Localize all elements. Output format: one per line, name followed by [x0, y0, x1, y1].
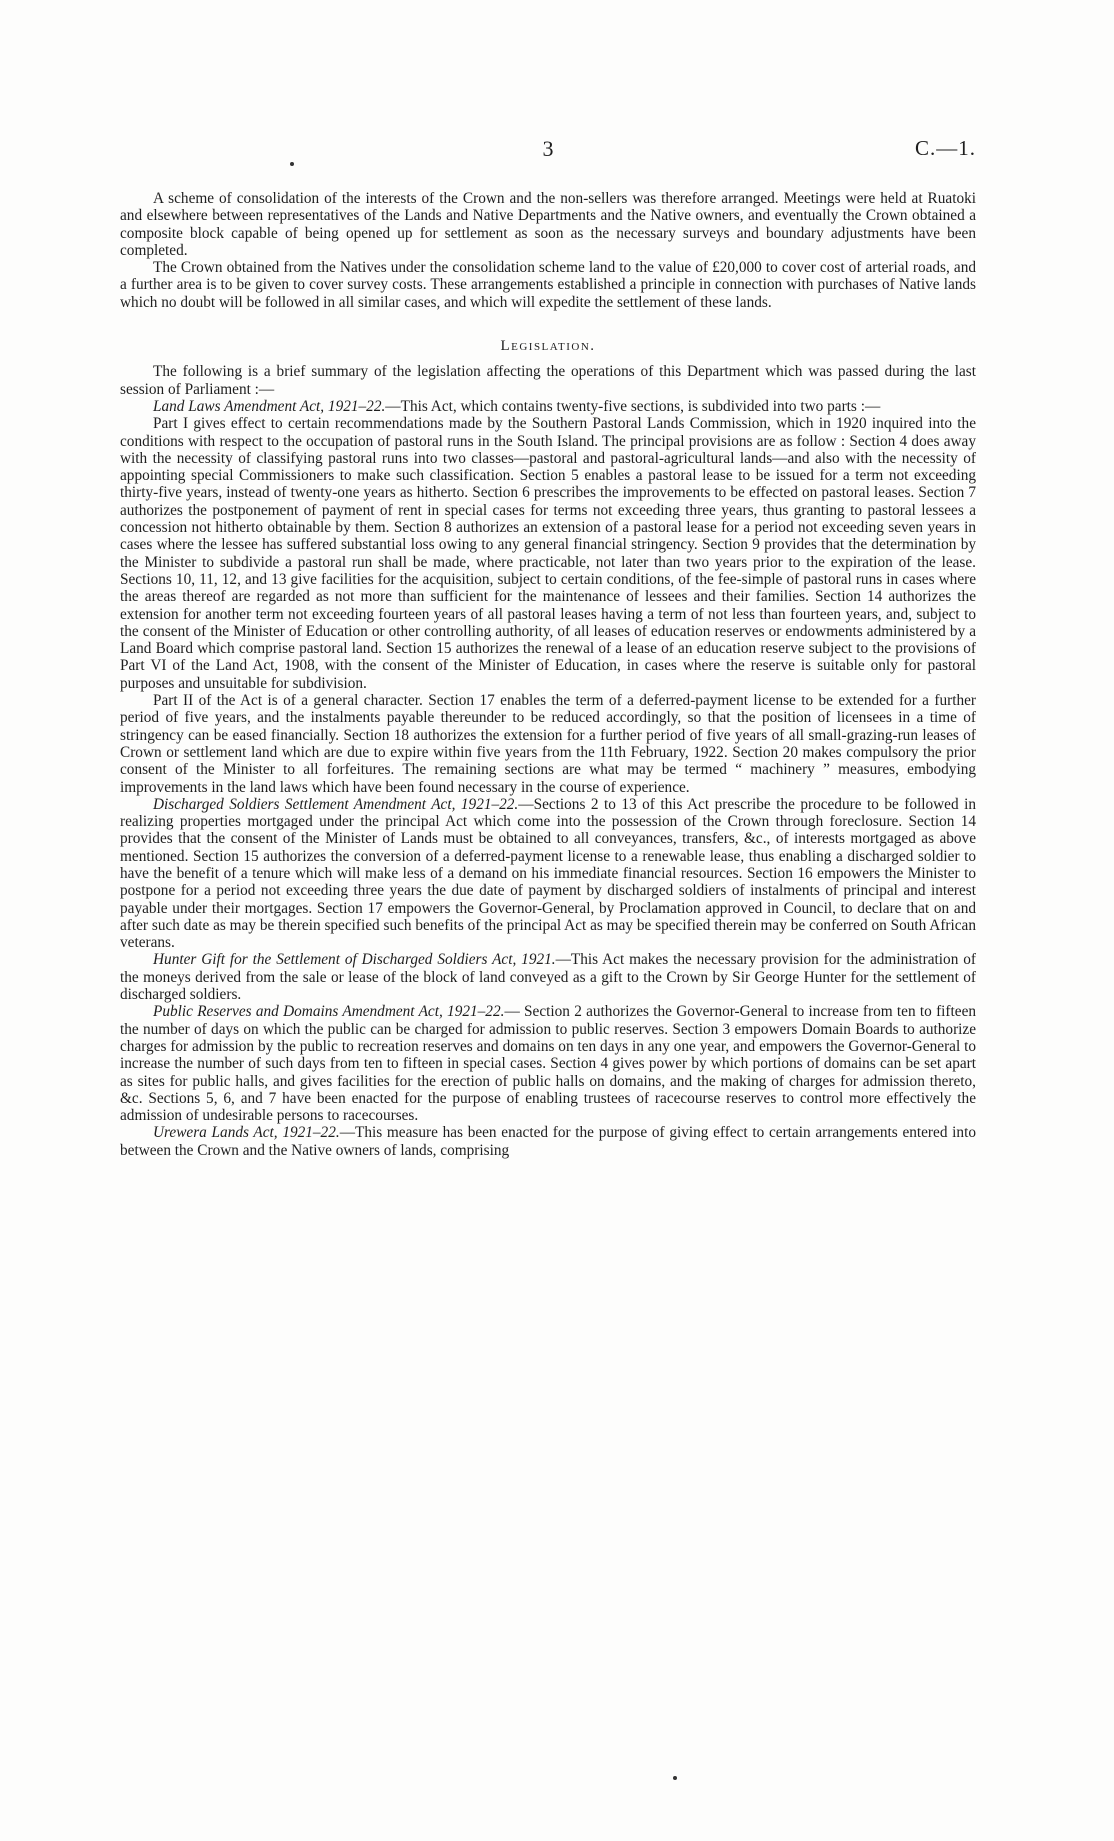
paragraph	[120, 190, 976, 259]
page-header	[120, 136, 976, 166]
act-title: Discharged Soldiers Settlement Amendment Act, 1921–22.	[153, 795, 519, 813]
scan-speck	[673, 1776, 677, 1780]
paragraph	[120, 1003, 976, 1124]
act-title: Public Reserves and Domains Amendment Act, 1921–22.	[153, 1003, 505, 1021]
paragraph	[120, 415, 976, 692]
paragraph	[120, 363, 976, 398]
paragraph-text: A scheme of consolidation of the interests of the Crown and the non-sellers was therefore arranged. Meetings were held at Ruatoki and elsewhere between representatives of the Lands and Native Departments and the Native owners, and eventually the Crown obtained a composite block capable of being opened up for settlement as soon as the necessary surveys and boundary adjustments have been completed.	[120, 190, 976, 259]
paragraph-text: — Section 2 authorizes the Governor-General to increase from ten to fifteen the number of days on which the public can be charged for admission to public reserves. Section 3 empowers Domain Boards to authorize charges for admission by the public to recreation reserves and domains on ten days in any one year, and empowers the Governor-General to increase the number of such days from ten to fifteen in special cases. Section 4 gives power by which portions of domains can be set apart as sites for public halls, and gives facilities for the erection of public halls on domains, and the making of charges for admission thereto, &c. Sections 5, 6, and 7 have been enacted for the purpose of enabling trustees of racecourse reserves to control more effectively the admission of undesirable persons to racecourses.	[120, 1003, 977, 1125]
act-title: Urewera Lands Act, 1921–22.	[153, 1124, 340, 1142]
paragraph-text: —This Act makes the necessary provision for the administration of the moneys derived from the sale or lease of the block of land conveyed as a gift to the Crown by Sir George Hunter for the settlement of discharged soldiers.	[120, 951, 976, 1004]
paragraph-text: —This Act, which contains twenty-five sections, is subdivided into two parts :—	[385, 397, 881, 415]
paragraph-text: The following is a brief summary of the legislation affecting the operations of this Department which was passed during the last session of Parliament :—	[120, 363, 976, 398]
paragraph	[120, 1124, 976, 1159]
paragraph-text: Part II of the Act is of a general character. Section 17 enables the term of a deferred-payment license to be extended for a further period of five years, and the instalments payable thereunder to be reduced accordingly, so that the position of licensees in a time of stringency can be eased financially. Section 18 authorizes the extension for a further period of five years of all small-grazing-run leases of Crown or settlement land which are due to expire within five years from the 11th February, 1922. Section 20 makes compulsory the prior consent of the Minister to all forfeitures. The remaining sections are what may be termed “ machinery ” measures, embodying improvements in the land laws which have been found necessary in the course of experience.	[120, 692, 976, 796]
paragraph	[120, 951, 976, 1003]
paragraph	[120, 796, 976, 952]
document-code: C.—1.	[914, 136, 976, 160]
paragraph	[120, 259, 976, 311]
act-title: Land Laws Amendment Act, 1921–22.	[153, 397, 386, 415]
page-number: 3	[542, 136, 554, 161]
paragraph	[120, 692, 976, 796]
document-body	[120, 190, 976, 1159]
section-heading-legislation: Legislation.	[500, 338, 596, 355]
paragraph-text: Part I gives effect to certain recommendations made by the Southern Pastoral Lands Commission, which in 1920 inquired into the conditions with respect to the occupation of pastoral runs in the South Island. The principal provisions are as follow : Section 4 does away with the necessity of classifying pastoral runs into two classes—pastoral and pastoral-agricultural lands—and also with the necessity of appointing special Commissioners to make such classification. Section 5 enables a pastoral lease to be issued for a term not exceeding thirty-five years, instead of twenty-one years as hitherto. Section 6 prescribes the improvements to be effected on pastoral leases. Section 7 authorizes the postponement of payment of rent in special cases for terms not exceeding three years, thus granting to pastoral lessees a concession not hitherto obtainable by them. Section 8 authorizes an extension of a pastoral lease for a period not exceeding seven years in cases where the lessee has suffered substantial loss owing to any general financial stringency. Section 9 provides that the determination by the Minister to subdivide a pastoral run shall be made, where practicable, not later than two years prior to the expiration of the lease. Sections 10, 11, 12, and 13 give facilities for the acquisition, subject to certain conditions, of the fee-simple of pastoral runs in cases where the areas thereof are regarded as not more than sufficient for the maintenance of lessees and their families. Section 14 authorizes the extension for another term not exceeding fourteen years of all pastoral leases having a term of not less than fourteen years, and, subject to the consent of the Minister of Education or other controlling authority, of all leases of education reserves or endowments administered by a Land Board which comprise pastoral land. Section 15 authorizes the renewal of a lease of an education reserve subject to the provisions of Part VI of the Land Act, 1908, with the consent of the Minister of Education, in cases where the reserve is suitable only for pastoral purposes and unsuitable for subdivision.	[120, 415, 976, 692]
paragraph	[120, 398, 976, 415]
act-title: Hunter Gift for the Settlement of Discharged Soldiers Act, 1921.	[153, 951, 556, 969]
paragraph-text: The Crown obtained from the Natives under the consolidation scheme land to the value of £20,000 to cover cost of arterial roads, and a further area is to be given to cover survey costs. These arrangements established a principle in connection with purchases of Native lands which no doubt will be followed in all similar cases, and which will expedite the settlement of these lands.	[120, 259, 976, 311]
paragraph-text: —This measure has been enacted for the purpose of giving effect to certain arrangements entered into between the Crown and the Native owners of lands, comprising	[120, 1124, 976, 1159]
paragraph-text: —Sections 2 to 13 of this Act prescribe the procedure to be followed in realizing properties mortgaged under the principal Act which come into the possession of the Crown through foreclosure. Section 14 provides that the consent of the Minister of Lands must be obtained to all conveyances, transfers, &c., of interests mortgaged as above mentioned. Section 15 authorizes the conversion of a deferred-payment license to a renewable lease, thus enabling a discharged soldier to have the benefit of a tenure which will make less of a demand on his immediate financial resources. Section 16 empowers the Minister to postpone for a period not exceeding three years the due date of payment by discharged soldiers of instalments of principal and interest payable under their mortgages. Section 17 empowers the Governor-General, by Proclamation approved in Council, to declare that on and after such date as may be therein specified such benefits of the principal Act as may be specified therein may be conferred on South African veterans.	[120, 795, 976, 952]
